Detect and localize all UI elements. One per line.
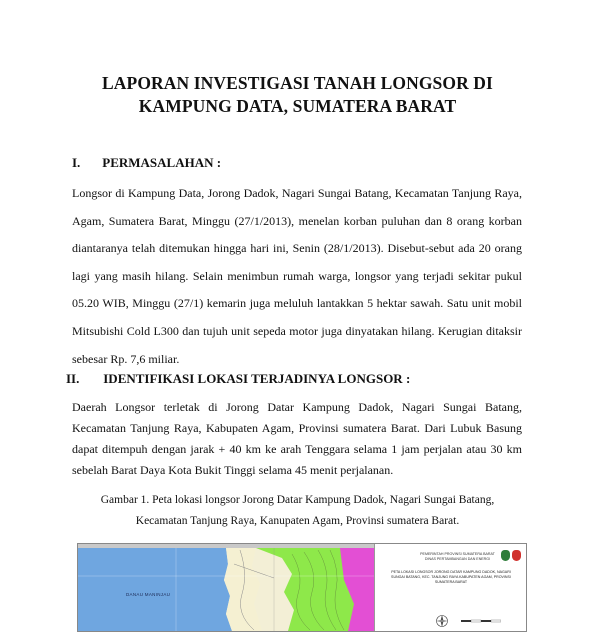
province-logo-icon [501,550,510,561]
lake-label: DANAU MANINJAU [126,592,171,597]
section-2-heading-text: IDENTIFIKASI LOKASI TERJADINYA LONGSOR : [103,371,411,386]
section-1-number: I. [72,155,81,170]
legend-title: PETA LOKASI LONGSOR JORONG DATAR KAMPUNG DADOK, NAGARI SUNGAI BATANG, KEC. TANJUNG RAYA KABUPATEN AGAM, PROVINSI SUMATERA BARAT [391,570,511,584]
section-1-heading-text: PERMASALAHAN : [102,155,222,170]
map-top-border [78,544,374,548]
section-1-body: Longsor di Kampung Data, Jorong Dadok, Nagari Sungai Batang, Kecamatan Tanjung Raya, Agam, Sumatera Barat, Minggu (27/1/2013), menelan korban puluhan dan 8 orang korban diantaranya telah ditemukan hingga hari ini, Senin (28/1/2013). Disebut-sebut ada 20 orang lagi yang masih hilang. Selain menimbun rumah warga, longsor yang terjadi sekitar pukul 05.20 WIB, Minggu (27/1) kemarin juga meluluh lantakkan 5 hektar sawah. Satu unit mobil Mitsubishi Cold L300 dan tujuh unit sepeda motor juga dinyatakan hilang. Kerugian ditaksir sebesar Rp. 7,6 miliar. [72,186,522,366]
title-line-2: KAMPUNG DATA, SUMATERA BARAT [138,96,457,116]
location-map [77,543,527,632]
scale-bar-icon [461,618,501,624]
caption-line-1: Gambar 1. Peta lokasi longsor Jorong Datar Kampung Dadok, Nagari Sungai Batang, [100,494,495,506]
document-title [60,72,535,118]
section-2-heading [66,371,410,387]
section-2-body: Daerah Longsor terletak di Jorong Datar Kampung Dadok, Nagari Sungai Batang, Kecamatan Tanjung Raya, Kabupaten Agam, Provinsi sumatera Barat. Dari Lubuk Basung dapat ditempuh dengan jarak + 40 km ke arah Tenggara selama 1 jam perjalan atau 30 km sebelah Barat Daya Kota Bukit Tinggi selama 45 menit perjalanan. [72,400,522,477]
legend-header: PEMERINTAH PROVINSI SUMATERA BARAT DINAS PERTAMBANGAN DAN ENERGI [420,552,495,561]
agency-logo-icon [512,550,521,561]
map-legend [374,544,527,631]
title-line-1: LAPORAN INVESTIGASI TANAH LONGSOR DI [102,73,493,93]
section-1-heading [72,155,221,171]
compass-icon [435,614,449,628]
lake-water [78,548,232,631]
caption-line-2: Kecamatan Tanjung Raya, Kanupaten Agam, Provinsi sumatera Barat. [135,515,460,527]
map-graphic [78,544,374,631]
figure-caption [60,490,535,532]
section-2-number: II. [66,371,80,386]
